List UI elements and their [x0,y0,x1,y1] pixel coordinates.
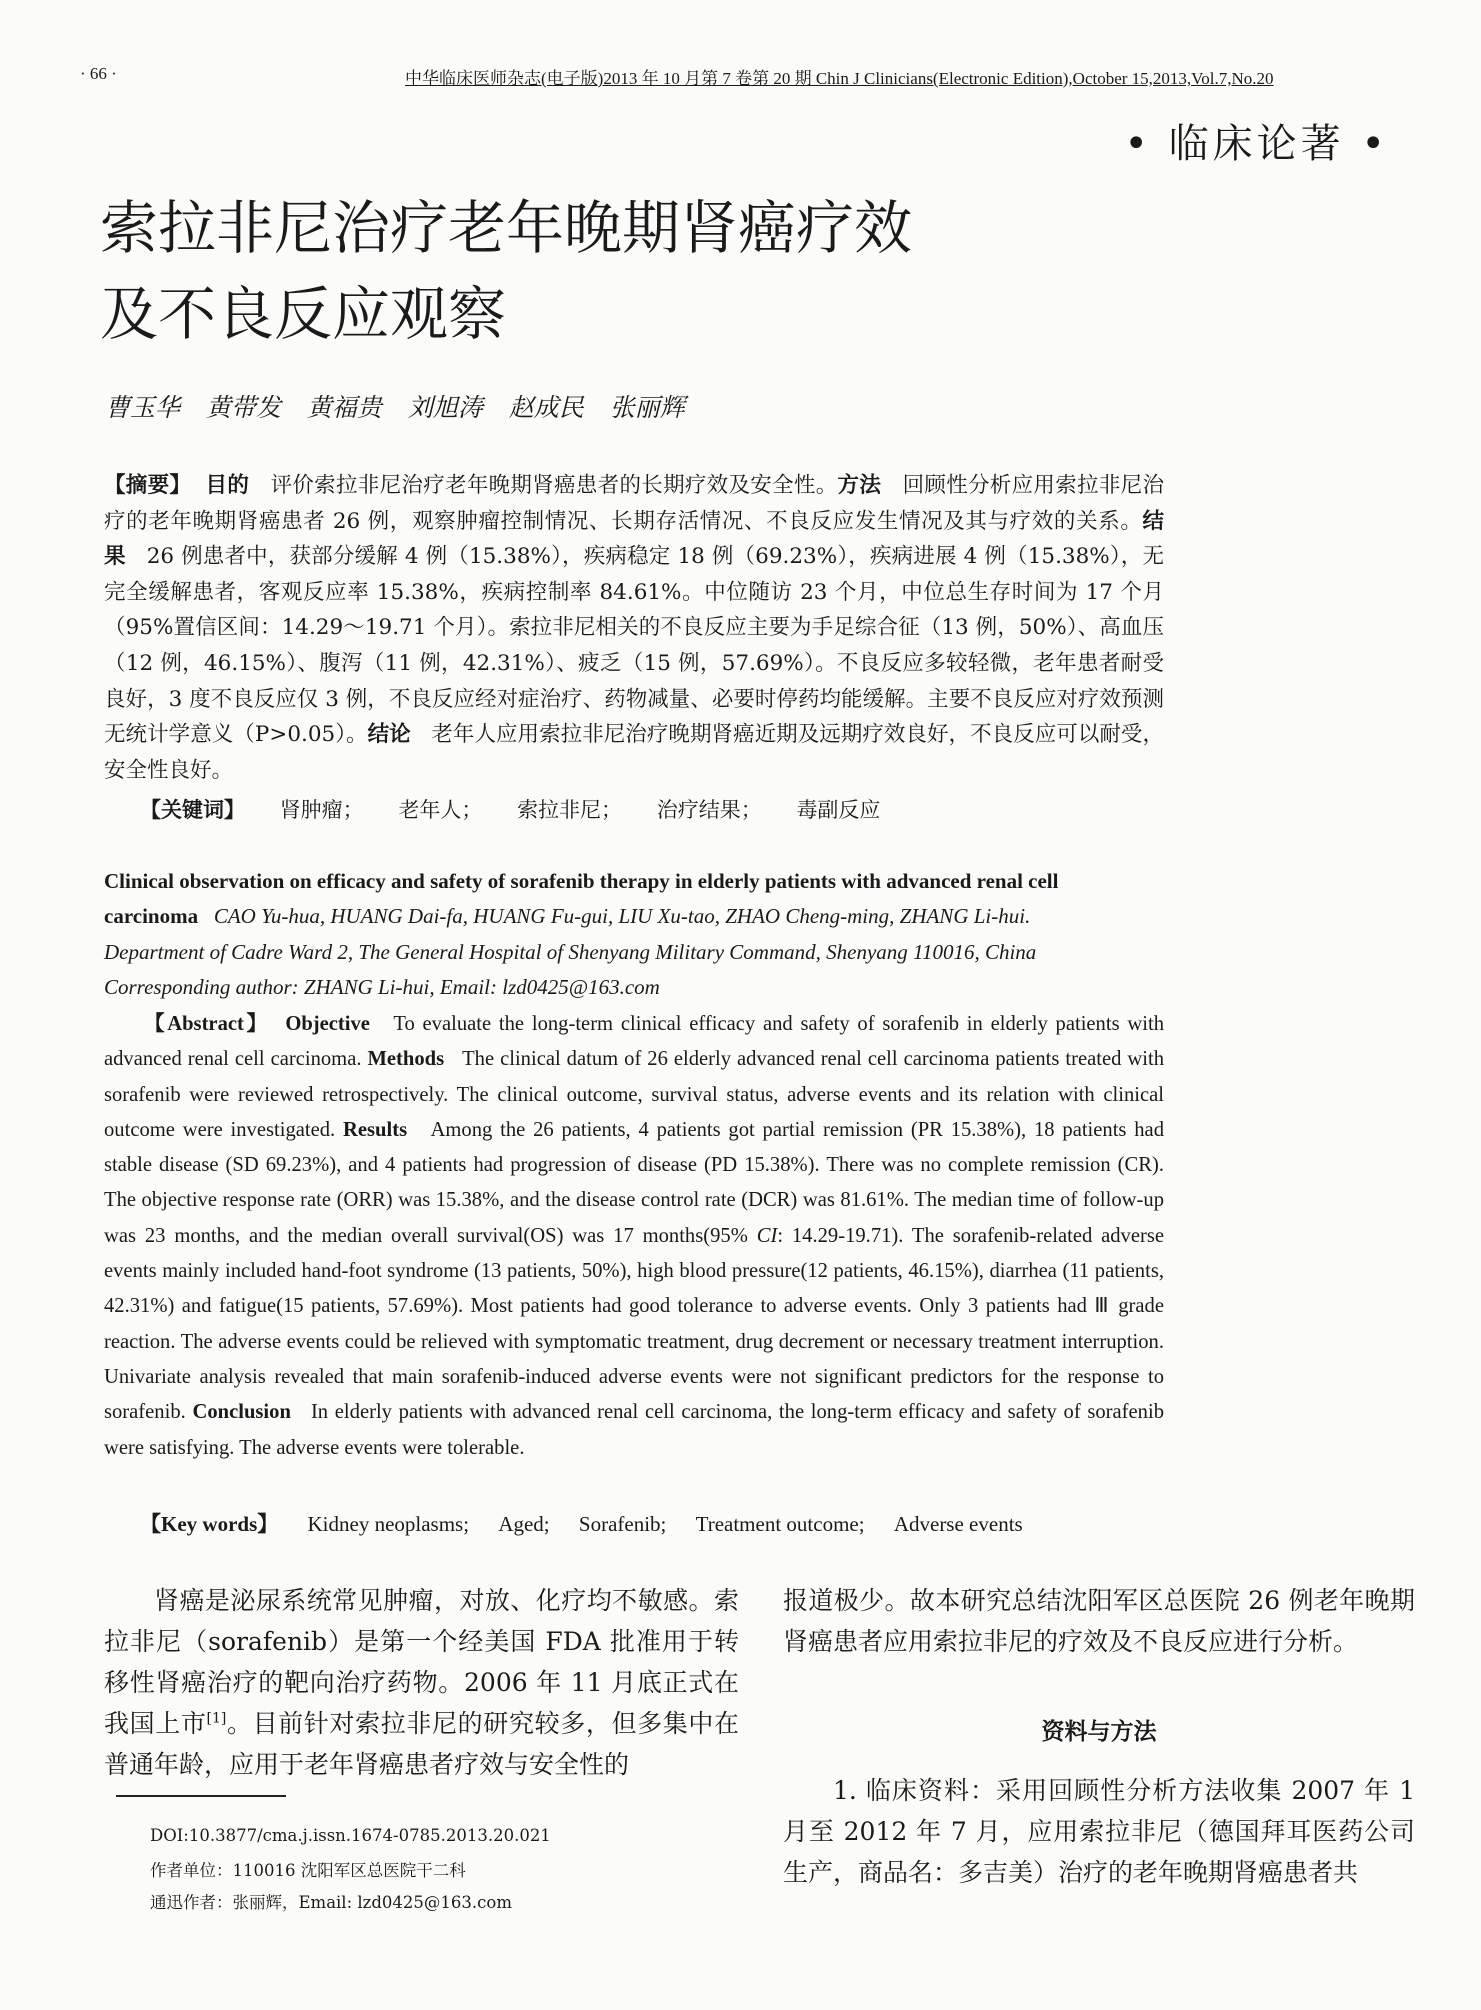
body-left-text-b: 。目前针对索拉非尼的研究较多，但多集中在普通年龄，应用于老年肾癌患者疗效与安全性的 [104,1709,739,1779]
section-label: • 临床论著 • [1124,121,1389,167]
results-text-en-b: : 14.29-19.71). The sorafenib-related adverse events mainly included hand-foot syndrome (13 patients, 50%), high blood pressure(12 patients, 46.15%), diarrhea (11 patients, 42.31%) and fatigue(15 patients, 57.69%). Most patients had good tolerance to adverse events. Only 3 patients had Ⅲ grade reaction. The adverse events could be relieved with symptomatic treatment, drug decrement or necessary treatment interruption. Univariate analysis revealed that main sorafenib-induced adverse events were not significant predictors for the response to sorafenib. [104,1224,1165,1424]
conclusion-label-en: Conclusion [192,1401,291,1424]
keyword-cn-item: 索拉非尼； [517,798,623,822]
results-text-en-a: Among the 26 patients, 4 patients got partial remission (PR 15.38%), 18 patients had stable disease (SD 69.23%), and 4 patients had progression of disease (PD 15.38%). There was no complete remission (CR). The objective response rate (ORR) was 15.38%, and the disease control rate (DCR) was 81.61%. The median time of follow-up was 23 months, and the median overall survival(OS) was 17 months(95% [104,1118,1164,1247]
keyword-en-item: Sorafenib; [578,1512,667,1536]
reference-marker: [1] [206,1710,227,1727]
abstract-en [104,1007,1164,1466]
title-line-2: 及不良反应观察 [100,280,507,348]
body-right-paragraph: 报道极少。故本研究总结沈阳军区总医院 26 例老年晚期肾癌患者应用索拉非尼的疗效及不良反应进行分析。 [783,1586,1415,1656]
abstract-en-label: 【Abstract】 [144,1013,270,1035]
article-title [100,185,912,357]
keywords-cn-label: 【关键词】 [140,797,245,822]
conclusion-text-en: In elderly patients with advanced renal cell carcinoma, the long-term efficacy and safety of sorafenib were satisfying. The adverse events were tolerable. [104,1401,1164,1459]
objective-label-cn: 目的 [205,473,250,498]
footnote-affiliation: 作者单位：110016 沈阳军区总医院干二科 [150,1861,466,1880]
body-left-text-a: 肾癌是泌尿系统常见肿瘤，对放、化疗均不敏感。索拉非尼（sorafenib）是第一个经美国 FDA 批准用于转移性肾癌治疗的靶向治疗药物。2006 年 11 月底正式在我国上市 [104,1586,739,1738]
english-title: Clinical observation on efficacy and safety of sorafenib therapy in elderly patients with advanced renal cell carcinoma [104,869,1059,929]
keyword-en-item: Kidney neoplasms; [307,1512,470,1536]
methods-label-cn: 方法 [837,473,882,498]
running-head: 中华临床医师杂志(电子版)2013 年 10 月第 7 卷第 20 期 Chin J Clinicians(Electronic Edition),October 15,2013,Vol.7,No.20 [405,69,1274,88]
corresponding-author: Corresponding author: ZHANG Li-hui, Email: lzd0425@163.com [104,974,660,999]
keyword-en-item: Adverse events [893,1512,1023,1536]
page-number: · 66 · [80,64,117,83]
keyword-cn-item: 肾肿瘤； [279,798,364,822]
body-right-paragraph-2: 1. 临床资料：采用回顾性分析方法收集 2007 年 1 月至 2012 年 7 月，应用索拉非尼（德国拜耳医药公司生产，商品名：多吉美）治疗的老年晚期肾癌患者共 [783,1776,1415,1887]
results-label-cn: 结果 [104,508,1164,570]
objective-text-cn: 评价索拉非尼治疗老年晚期肾癌患者的长期疗效及安全性。 [270,473,838,498]
methods-text-cn: 回顾性分析应用索拉非尼治疗的老年晚期肾癌患者 26 例，观察肿瘤控制情况、长期存活情况、不良反应发生情况及其与疗效的关系。 [104,473,1164,534]
body-left-paragraph [104,1580,739,1785]
objective-text-en: To evaluate the long-term clinical efficacy and safety of sorafenib in elderly patients with advanced renal cell carcinoma. [104,1013,1164,1071]
footnote-corresponding: 通迅作者：张丽辉，Email: lzd0425@163.com [150,1893,512,1912]
methods-text-en: The clinical datum of 26 elderly advanced renal cell carcinoma patients treated with sorafenib were reviewed retrospectively. The clinical outcome, survival status, adverse events and its relation with clinical outcome were investigated. [104,1048,1164,1141]
results-text-cn: 26 例患者中，获部分缓解 4 例（15.38%），疾病稳定 18 例（69.23%），疾病进展 4 例（15.38%），无完全缓解患者，客观反应率 15.38%，疾病控制率 84.61%。中位随访 23 个月，中位总生存时间为 17 个月（95%置信区间：14.29～19.71 个月）。索拉非尼相关的不良反应主要为手足综合征（13 例，50%）、高血压（12 例，46.15%）、腹泻（11 例，42.31%）、疲乏（15 例，57.69%）。不良反应多较轻微，老年患者耐受良好，3 度不良反应仅 3 例，不良反应经对症治疗、药物减量、必要时停药均能缓解。主要不良反应对疗效预测无统计学意义（P>0.05）。 [104,544,1164,748]
keyword-en-item: Aged; [498,1512,550,1536]
keywords-en [140,1508,1023,1538]
footnote-rule [116,1795,286,1797]
english-title-block [104,864,1164,1005]
keywords-en-label: 【Key words】 [140,1512,279,1536]
authors-cn: 曹玉华 黄带发 黄福贵 刘旭涛 赵成民 张丽辉 [105,393,685,422]
english-authors: CAO Yu-hua, HUANG Dai-fa, HUANG Fu-gui, LIU Xu-tao, ZHAO Cheng-ming, ZHANG Li-hui. [213,904,1031,929]
keywords-cn [140,794,880,824]
footnote-doi: DOI:10.3877/cma.j.issn.1674-0785.2013.20.021 [150,1826,551,1845]
conclusion-text-cn: 老年人应用索拉非尼治疗晚期肾癌近期及远期疗效良好，不良反应可以耐受，安全性良好。 [104,722,1164,783]
keyword-en-item: Treatment outcome; [695,1512,865,1536]
section-heading: 资料与方法 [1041,1718,1157,1745]
keyword-cn-item: 老年人； [398,798,483,822]
keyword-cn-item: 毒副反应 [796,798,881,822]
abstract-cn-label: 【摘要】 [104,473,192,498]
methods-label-en: Methods [367,1048,445,1071]
abstract-cn [104,468,1164,788]
title-line-1: 索拉非尼治疗老年晚期肾癌疗效 [100,194,913,262]
conclusion-label-cn: 结论 [367,722,411,748]
objective-label-en: Objective [285,1013,370,1035]
results-ci: CI [756,1224,778,1247]
results-label-en: Results [343,1118,408,1141]
english-affiliation: Department of Cadre Ward 2, The General Hospital of Shenyang Military Command, Shenyang 110016, China [104,939,1037,964]
keyword-cn-item: 治疗结果； [656,798,762,822]
